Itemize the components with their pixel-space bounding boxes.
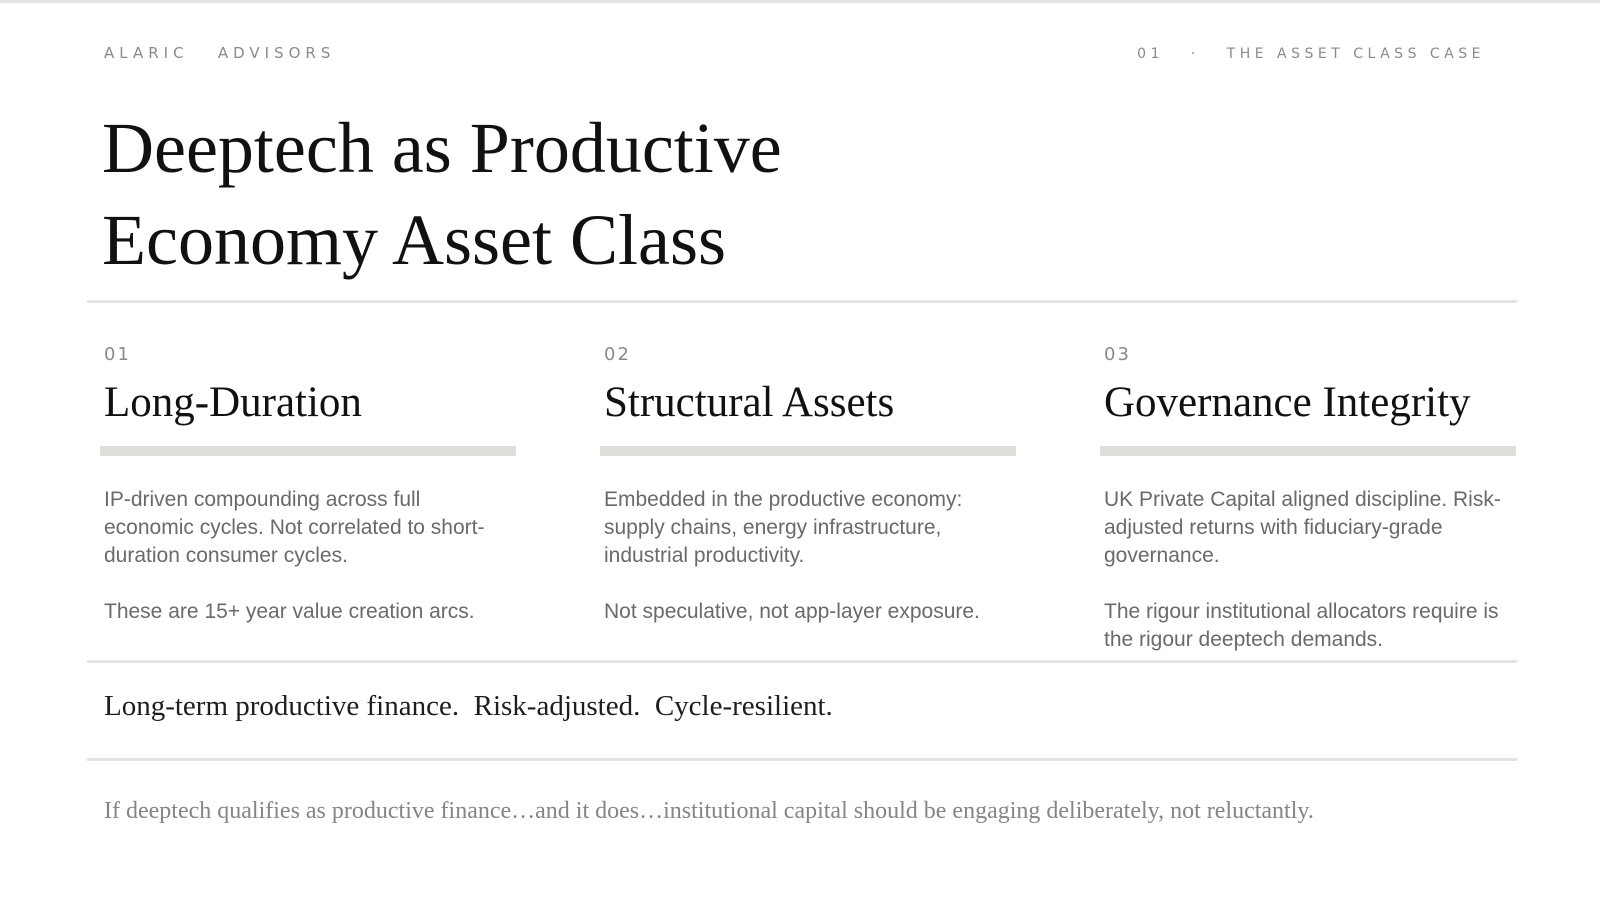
pillar-paragraph: Embedded in the productive economy: supply chains, energy infrastructure, industrial productivity.: [604, 488, 963, 567]
pillar-governance-integrity: [1100, 342, 1520, 654]
pillar-body: [1100, 486, 1516, 654]
pillar-paragraph: The rigour institutional allocators require is the rigour deeptech demands.: [1104, 600, 1499, 651]
pillar-heading: Governance Integrity: [1104, 379, 1471, 426]
pillar-paragraph: IP-driven compounding across full economic cycles. Not correlated to short-duration consumer cycles.: [104, 488, 485, 567]
pillar-structural-assets: [600, 342, 1020, 626]
page-title-line-1: Deeptech as Productive: [102, 108, 782, 188]
section-label: 01 · THE ASSET CLASS CASE: [1137, 46, 1485, 62]
pillar-body: [100, 486, 516, 626]
pillar-underline: [1100, 446, 1516, 456]
pillar-number: 03: [1104, 344, 1131, 365]
tagline-divider: [87, 758, 1517, 761]
tagline: Long-term productive finance. Risk-adjusted. Cycle-resilient.: [104, 690, 833, 722]
pillar-body: [600, 486, 1016, 626]
pillar-heading: Long-Duration: [104, 379, 362, 426]
pillar-number: 02: [604, 344, 631, 365]
brand-name: ALARIC ADVISORS: [104, 44, 336, 62]
pillar-paragraph: UK Private Capital aligned discipline. Risk-adjusted returns with fiduciary-grade governance.: [1104, 488, 1501, 567]
pillar-paragraph: These are 15+ year value creation arcs.: [104, 600, 475, 623]
top-divider: [0, 0, 1600, 3]
pillar-number: 01: [104, 344, 131, 365]
page-title-line-2: Economy Asset Class: [102, 200, 726, 280]
closing-statement: If deeptech qualifies as productive finance…and it does…institutional capital should be engaging deliberately, not reluctantly.: [104, 798, 1314, 824]
pillar-heading: Structural Assets: [604, 379, 895, 426]
page-title: [102, 102, 1002, 286]
pillar-underline: [600, 446, 1016, 456]
pillar-paragraph: Not speculative, not app-layer exposure.: [604, 600, 980, 623]
title-divider: [87, 300, 1517, 303]
pillar-underline: [100, 446, 516, 456]
pillar-long-duration: [100, 342, 520, 626]
pillars-divider: [87, 660, 1517, 663]
